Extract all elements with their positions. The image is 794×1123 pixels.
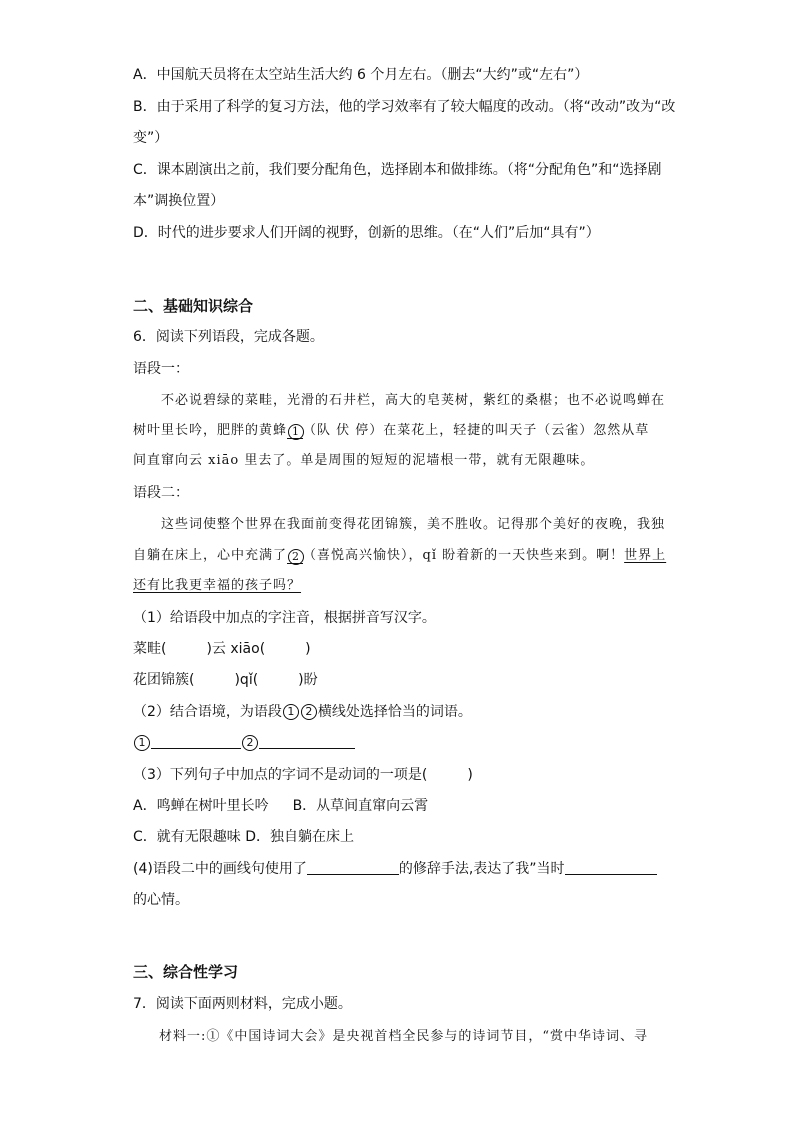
blank-1 [287,424,303,439]
answer-blank-4[interactable] [565,860,657,875]
fill-label-yunxiao: )云 xiāo( [206,641,266,657]
passage-1-label: 语段一： [133,361,189,377]
option-c-line1: C．课本剧演出之前，我们要分配角色，选择剧本和做排练。（将“分配角色”和“选择剧 [133,162,662,178]
circled-number-2: 2 [288,549,304,565]
circled-number-1: 1 [288,424,304,440]
question-6: 6．阅读下列语段，完成各题。 [133,329,324,345]
circled-number-2: 2 [301,704,317,720]
answer-blank-3[interactable] [307,860,399,875]
section-heading-3: 三、综合性学习 [133,963,239,981]
passage-1-line2-text-b: （队 伏 停）在菜花上，轻捷的叫天子（云雀）忽然从草 [303,423,650,438]
sub-question-2-text-b: 横线处选择恰当的词语。 [317,704,472,720]
sub-question-4-text-b: 的修辞手法,表达了我”当时 [398,861,565,877]
passage-2-line1: 这些词使整个世界在我面前变得花团锦簇，美不胜收。记得那个美好的夜晚，我独 [161,517,666,532]
passage-1-line3: 间直窜向云 xiāo 里去了。单是周围的短短的泥墙根一带，就有无限趣味。 [133,453,595,468]
answer-blank-2[interactable] [259,734,355,749]
fill-close-paren: ) [305,641,311,657]
options-row-3-2: C．就有无限趣味 D．独自躺在床上 [133,829,355,845]
answer-blank-1[interactable] [151,734,241,749]
option-d: D．时代的进步要求人们开阔的视野，创新的思维。（在“人们”后加“具有”） [133,225,600,241]
sub-question-4 [133,860,657,878]
option-3a: A．鸣蝉在树叶里长吟 [133,798,269,814]
fill-label-caiqi: 菜畦( [133,641,167,657]
fill-label-qi: )qǐ( [234,672,259,688]
blank-2 [287,549,303,564]
circled-number-1: 1 [283,704,299,720]
fill-row-1 [133,640,311,658]
passage-1-line2 [133,422,649,440]
option-c-line2: 本”调换位置） [133,193,225,209]
passage-1-line2-text-a: 树叶里长吟，肥胖的黄蜂 [133,423,288,438]
section-heading-2: 二、基础知识综合 [133,297,254,315]
passage-2-line2-text-b: （喜悦高兴愉快），qǐ 盼着新的一天快些来到。啊！ [303,548,625,563]
sub-question-3-text: （3）下列句子中加点的字词不是动词的一项是( [133,767,428,783]
fill-row-2 [133,671,318,689]
passage-2-line2-text-a: 自躺在床上，心中充满了 [133,548,288,563]
passage-2-label: 语段二： [133,485,189,501]
fill-label-jincu: 花团锦簇( [133,672,195,688]
sub-question-4-text-a: (4)语段二中的画线句使用了 [133,861,307,877]
sub-question-1: （1）给语段中加点的字注音，根据拼音写汉字。 [133,610,436,626]
material-1-line1: 材料一:①《中国诗词大会》是央视首档全民参与的诗词节目，“赏中华诗词、寻 [159,1029,649,1044]
sub-question-3 [133,766,473,784]
circled-number-1: 1 [134,735,150,751]
sub-question-2-text-a: （2）结合语境，为语段 [133,704,282,720]
option-a: A．中国航天员将在太空站生活大约 6 个月左右。（删去“大约”或“左右”） [133,67,589,83]
option-3b: B．从草间直窜向云霄 [292,798,429,814]
question-7: 7．阅读下面两则材料，完成小题。 [133,996,352,1012]
option-b-line1: B．由于采用了科学的复习方法，他的学习效率有了较大幅度的改动。（将“改动”改为“改 [133,99,676,115]
passage-1-line1: 不必说碧绿的菜畦，光滑的石井栏，高大的皂荚树，紫红的桑椹；也不必说鸣蝉在 [161,393,666,408]
option-b-line2: 变”） [133,130,169,146]
sub-question-2 [133,703,472,721]
sub-question-4-end: 的心情。 [133,892,189,908]
fill-label-pan: )盼 [298,672,318,688]
underlined-sentence-start: 世界上 [624,548,667,563]
circled-number-2: 2 [242,735,258,751]
passage-2-line2 [133,547,666,565]
sub-question-3-close: ) [467,767,473,783]
answer-row-2 [133,734,355,752]
underlined-sentence-end: 还有比我更幸福的孩子吗？ [133,578,302,593]
options-row-3 [133,797,428,815]
